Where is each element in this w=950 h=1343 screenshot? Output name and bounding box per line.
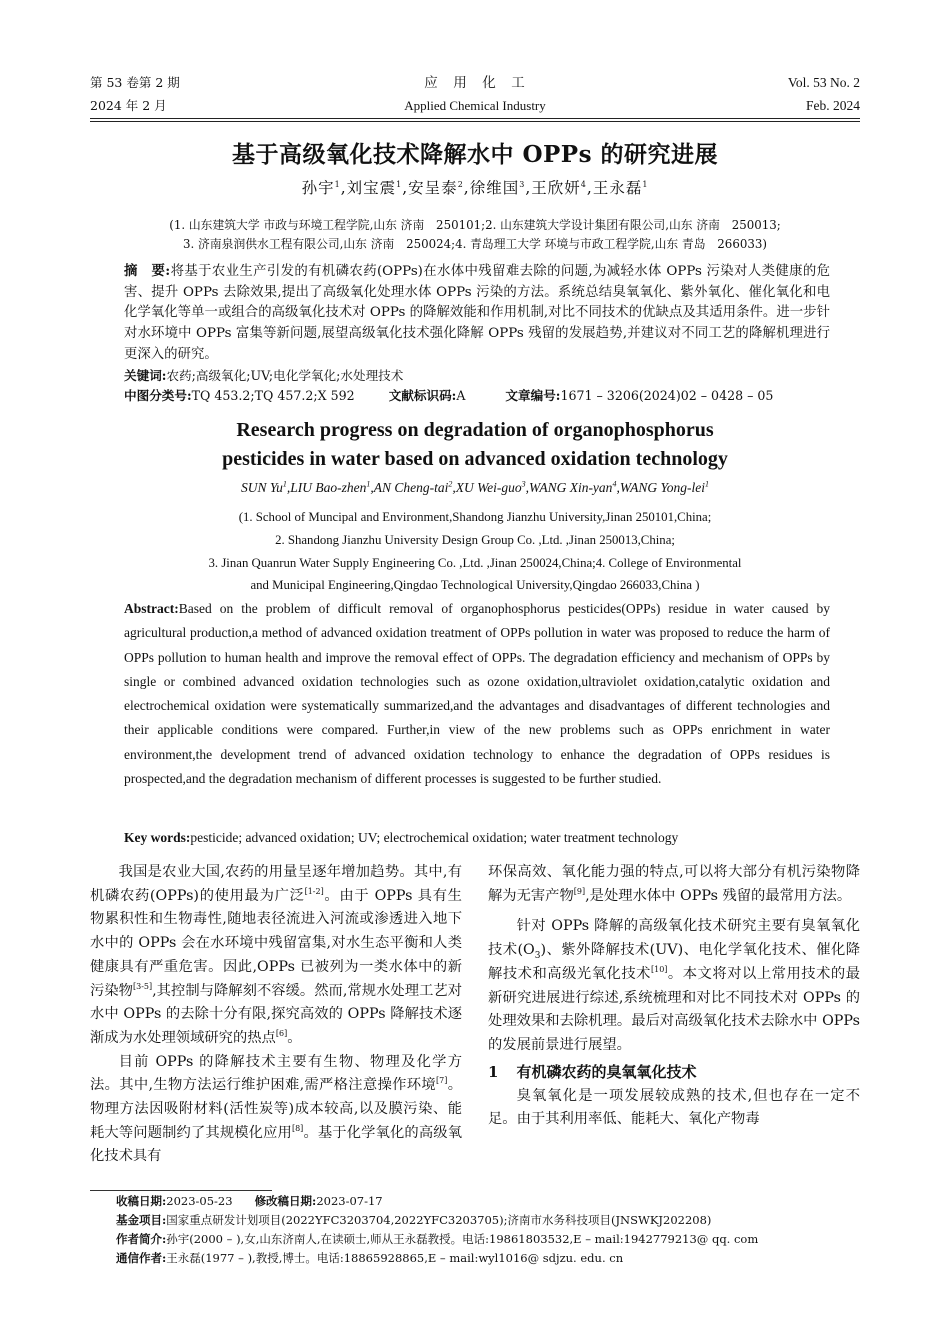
title-en-line: pesticides in water based on advanced oxidation technology xyxy=(222,448,728,470)
abstract-en-text: Based on the problem of difficult removal of organophosphorus pesticides(OPPs) residue in water caused by agricultural production,a method of advanced oxidation treatment of OPPs pollution in water was proposed to reduce the harm of OPPs pollution to human health and improve the removal effect of OPPs. The degradation efficiency and mechanism of OPPs by single or combined advanced oxidation technologies such as ozone oxidation,ultraviolet oxidation,catalytic oxidation and electrochemical oxidation were systematically summarized,and the advantages and disadvantages of different technologies and their applicable conditions were compared. Further,in view of the new problems such as OPPs enrichment in water environment,the development trend of advanced oxidation technology to enhance the degradation of OPPs residues is prospected,and the degradation mechanism of different processes is suggested to be further studied. xyxy=(124,601,830,787)
citation: [10] xyxy=(650,965,668,975)
body-paragraph: 目前 OPPs 的降解技术主要有生物、物理及化学方法。其中,生物方法运行维护困难,需严格注意操作环境[7]。物理方法因吸附材料(活性炭等)成本较高,以及膜污染、能耗大等问题制约了其规模化应用[8]。基于化学氧化的高级氧化技术具有 xyxy=(90,1053,463,1165)
page-title-en xyxy=(0,416,950,474)
affiliation-cn-line: 3. 济南泉润供水工程有限公司,山东 济南 250024;4. 青岛理工大学 环境与市政工程学院,山东 青岛 266033) xyxy=(183,237,767,251)
keywords-en xyxy=(124,827,844,849)
affiliation-cn-line: (1. 山东建筑大学 市政与环境工程学院,山东 济南 250101;2. 山东建筑大学设计集团有限公司,山东 济南 250013; xyxy=(169,218,781,232)
keywords-cn-label: 关键词: xyxy=(124,368,167,383)
author-name: 徐维国 xyxy=(469,179,520,197)
keywords-cn xyxy=(124,366,830,386)
article-number-label: 文章编号: xyxy=(505,388,561,403)
affiliation-en-line: and Municipal Engineering,Qingdao Technological University,Qingdao 266033,China ) xyxy=(250,578,700,593)
citation: [6] xyxy=(275,1029,288,1039)
date-en: Feb. 2024 xyxy=(806,98,860,113)
citation: [7] xyxy=(436,1076,448,1086)
body-column-right xyxy=(488,861,860,1132)
citation: [1-2] xyxy=(304,886,324,896)
author-name: 王欣妍 xyxy=(531,179,581,197)
abstract-en-label: Abstract: xyxy=(124,601,179,616)
keywords-cn-text: 农药;高级氧化;UV;电化学氧化;水处理技术 xyxy=(166,368,404,383)
body-paragraph: 针对 OPPs 降解的高级氧化技术研究主要有臭氧氧化技术$(O_3)$、紫外降解技术(UV)、电化学氧化技术、催化降解技术和高级光氧化技术[10]。本文将对以上常用技术的最新研究进展进行综述,系统梳理和对比不同技术对 OPPs 的处理效果和去除机理。最后对高级氧化技术去除水中 OPPs 的发展前景进行展望。 xyxy=(488,918,861,1053)
journal-name-cn: 应 用 化 工 xyxy=(424,75,526,91)
citation: [8] xyxy=(291,1123,304,1133)
body-paragraph: 我国是农业大国,农药的用量呈逐年增加趋势。其中,有机磷农药(OPPs)的使用最为广泛[1-2]。由于 OPPs 具有生物累积性和生物毒性,随地表径流进入河流或渗透进入地下水中的 OPPs 会在水环境中残留富集,对水生态平衡和人类健康具有严重危害。因此,OPPs 已被列为一类水体中的新污染物[3-5],其控制与降解刻不容缓。然而,常规水处理工艺对水中 OPPs 的去除十分有限,探究高效的 OPPs 降解技术逐渐成为水处理领域研究的热点[6]。 xyxy=(90,864,463,1046)
author-name-en: XU Wei-guo xyxy=(455,480,522,495)
author-name: 刘宝震 xyxy=(346,179,397,197)
abstract-en xyxy=(124,597,830,791)
section-heading: 1 有机磷农药的臭氧氧化技术 xyxy=(488,1062,697,1081)
affiliation-en-line: (1. School of Muncipal and Environment,Shandong Jianzhu University,Jinan 250101,China; xyxy=(238,510,712,524)
author-name: 王永磊 xyxy=(592,179,643,197)
clc-value: TQ 453.2;TQ 457.2;X 592 xyxy=(191,388,355,403)
affiliation-en-line: 3. Jinan Quanrun Water Supply Engineering Co. ,Ltd. ,Jinan 250024,China;4. College of Environmental xyxy=(208,555,742,570)
keywords-en-text: pesticide; advanced oxidation; UV; electrochemical oxidation; water treatment technology xyxy=(190,830,679,845)
author-name: 安呈泰 xyxy=(408,179,458,197)
footnote-dates: 收稿日期:2023-05-23 修改稿日期:2023-07-17 xyxy=(116,1194,383,1208)
author-name-en: SUN Yu xyxy=(240,480,283,495)
header-rule-thin xyxy=(90,121,860,122)
journal-name-en: Applied Chemical Industry xyxy=(404,98,546,113)
page-title-cn: 基于高级氧化技术降解水中 OPPs 的研究进展 xyxy=(231,141,719,168)
body-paragraph: 环保高效、氧化能力强的特点,可以将大部分有机污染物降解为无害产物[9],是处理水体中 OPPs 残留的最常用方法。 xyxy=(488,864,860,904)
author-name-en: WANG Yong-lei xyxy=(619,480,705,495)
authors-cn: 孙宇$^1$,刘宝震$^1$,安呈泰$^2$,徐维国$^3$,王欣妍$^4$,王永磊$^1$ xyxy=(301,179,649,197)
authors-en: SUN Yu$^1$,LIU Bao-zhen$^1$,AN Cheng-tai$^2$,XU Wei-guo$^3$,WANG Xin-yan$^4$,WANG Yong-lei$^1$ xyxy=(240,479,709,495)
abstract-cn-text: 将基于农业生产引发的有机磷农药(OPPs)在水体中残留难去除的问题,为减轻水体 OPPs 污染对人类健康的危害、提升 OPPs 去除效果,提出了高级氧化处理水体 OPPs 污染的方法。系统总结臭氧氧化、紫外氧化、催化氧化和电化学氧化等单一或组合的高级氧化技术对 OPPs 的降解效能和作用机制,对比不同技术的优缺点及其适用条件。进一步针对水环境中 OPPs 富集等新问题,展望高级氧化技术强化降解 OPPs 残留的发展趋势,并建议对不同工艺的降解机理进行更深入的研究。 xyxy=(124,264,830,362)
volume-issue-cn: 第 53 卷第 2 期 xyxy=(90,75,180,90)
citation: [9] xyxy=(573,886,586,896)
citation: [3-5] xyxy=(132,981,153,991)
footnote-rule xyxy=(90,1190,272,1191)
author-name: 孙宇 xyxy=(301,179,335,197)
date-cn: 2024 年 2 月 xyxy=(90,98,167,113)
body-paragraph: 臭氧氧化是一项发展较成熟的技术,但也存在一定不足。由于其利用率低、能耗大、氧化产物毒 xyxy=(488,1087,860,1128)
footnote-fund: 基金项目:国家重点研发计划项目(2022YFC3203704,2022YFC3203705);济南市水务科技项目(JNSWKJ202208) xyxy=(116,1213,712,1227)
keywords-en-label: Key words: xyxy=(124,830,191,845)
author-name-en: WANG Xin-yan xyxy=(529,480,613,495)
author-name-en: AN Cheng-tai xyxy=(373,480,449,495)
footnote-author: 作者简介:孙宇(2000 – ),女,山东济南人,在读硕士,师从王永磊教授。电话:19861803532,E – mail:1942779213@ qq. com xyxy=(116,1232,759,1246)
affiliations-en xyxy=(0,506,950,597)
classification-line xyxy=(124,386,830,406)
clc-label: 中图分类号: xyxy=(124,388,192,403)
body-column-left xyxy=(90,861,462,1169)
abstract-cn-label: 摘 要: xyxy=(124,263,171,279)
author-name-en: LIU Bao-zhen xyxy=(290,480,367,495)
doc-code-value: A xyxy=(456,388,466,403)
abstract-cn xyxy=(124,261,830,366)
affiliation-en-line: 2. Shandong Jianzhu University Design Group Co. ,Ltd. ,Jinan 250013,China; xyxy=(275,532,675,547)
volume-issue-en: Vol. 53 No. 2 xyxy=(787,75,860,90)
header-rule xyxy=(90,118,860,119)
article-number-value: 1671 – 3206(2024)02 – 0428 – 05 xyxy=(560,388,774,403)
footnote-corresponding: 通信作者:王永磊(1977 – ),教授,博士。电话:18865928865,E – mail:wyl1016@ sdjzu. edu. cn xyxy=(116,1251,624,1265)
doc-code-label: 文献标识码: xyxy=(388,388,457,403)
title-en-line: Research progress on degradation of organophosphorus xyxy=(236,419,714,441)
